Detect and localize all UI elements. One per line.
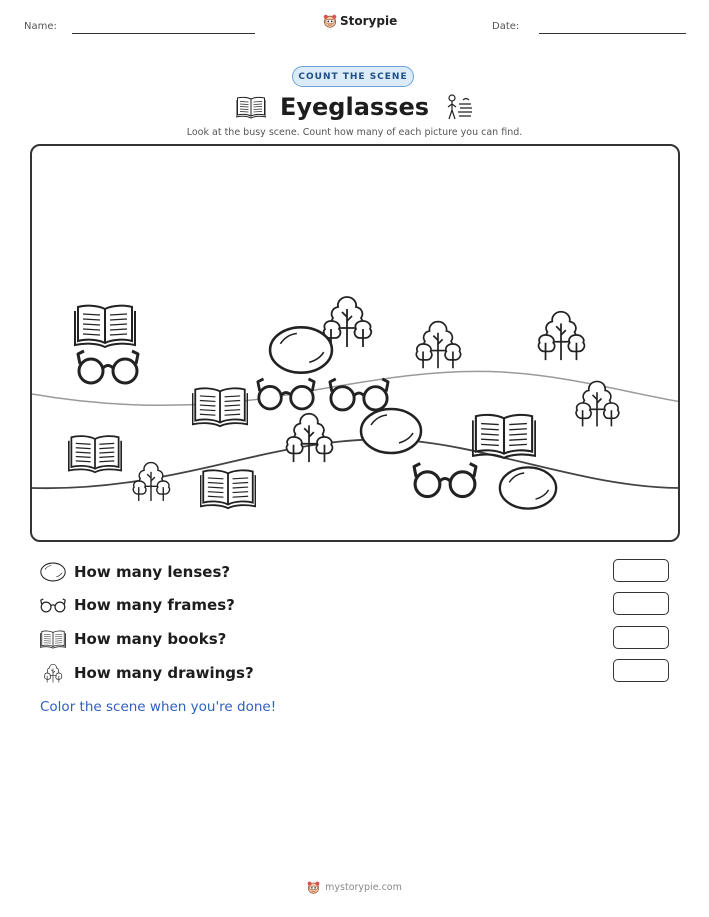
answer-box-frames[interactable] — [613, 592, 669, 615]
question-frames — [40, 596, 235, 614]
book-picture — [201, 470, 256, 508]
site-footer — [0, 881, 709, 894]
question-text: How many lenses? — [74, 563, 231, 581]
busy-scene — [30, 144, 680, 542]
question-books — [40, 629, 226, 649]
instructions: Look at the busy scene. Count how many of each picture you can find. — [186, 127, 523, 138]
worksheet-badge: COUNT THE SCENE — [292, 66, 414, 87]
answer-box-lenses[interactable] — [613, 559, 669, 582]
scene-illustration — [32, 146, 680, 542]
name-field[interactable] — [72, 33, 255, 34]
question-drawings — [40, 662, 254, 684]
glasses-icon — [40, 596, 66, 614]
question-text: How many drawings? — [74, 664, 254, 682]
near-hill-line — [32, 439, 680, 488]
answer-box-books[interactable] — [613, 626, 669, 649]
frames-picture — [330, 379, 388, 410]
brand-logo — [323, 14, 397, 28]
frames-picture — [258, 379, 314, 409]
lens-picture — [500, 467, 556, 508]
book-icon — [40, 629, 66, 649]
page-title: Eyeglasses — [279, 93, 430, 121]
lens-picture — [361, 409, 421, 453]
date-label: Date: — [492, 21, 520, 32]
book-picture — [473, 415, 536, 458]
book-icon — [236, 95, 266, 119]
lens-icon — [40, 562, 66, 582]
site-url: mystorypie.com — [325, 882, 402, 893]
name-label: Name: — [24, 21, 57, 32]
book-picture — [69, 436, 122, 472]
trees-icon — [40, 662, 66, 684]
date-field[interactable] — [539, 33, 686, 34]
trees-drawing — [416, 322, 460, 369]
question-lenses — [40, 562, 230, 582]
book-picture — [75, 306, 135, 347]
frames-picture — [414, 464, 476, 497]
trees-drawing — [133, 463, 169, 501]
color-instruction: Color the scene when you're done! — [40, 699, 277, 715]
title-row — [0, 92, 709, 122]
question-text: How many books? — [74, 630, 227, 648]
brand-name: Storypie — [340, 14, 398, 28]
question-text: How many frames? — [74, 596, 235, 614]
storypie-mascot-icon — [323, 14, 337, 28]
storypie-mascot-icon — [307, 881, 320, 894]
lens-picture — [270, 327, 332, 372]
trees-drawing — [287, 414, 333, 462]
trees-drawing — [324, 297, 371, 347]
trees-drawing — [539, 312, 585, 360]
answer-box-drawings[interactable] — [613, 659, 669, 682]
reader-by-lake-icon — [443, 92, 473, 122]
frames-picture — [78, 351, 138, 383]
book-picture — [193, 388, 248, 426]
